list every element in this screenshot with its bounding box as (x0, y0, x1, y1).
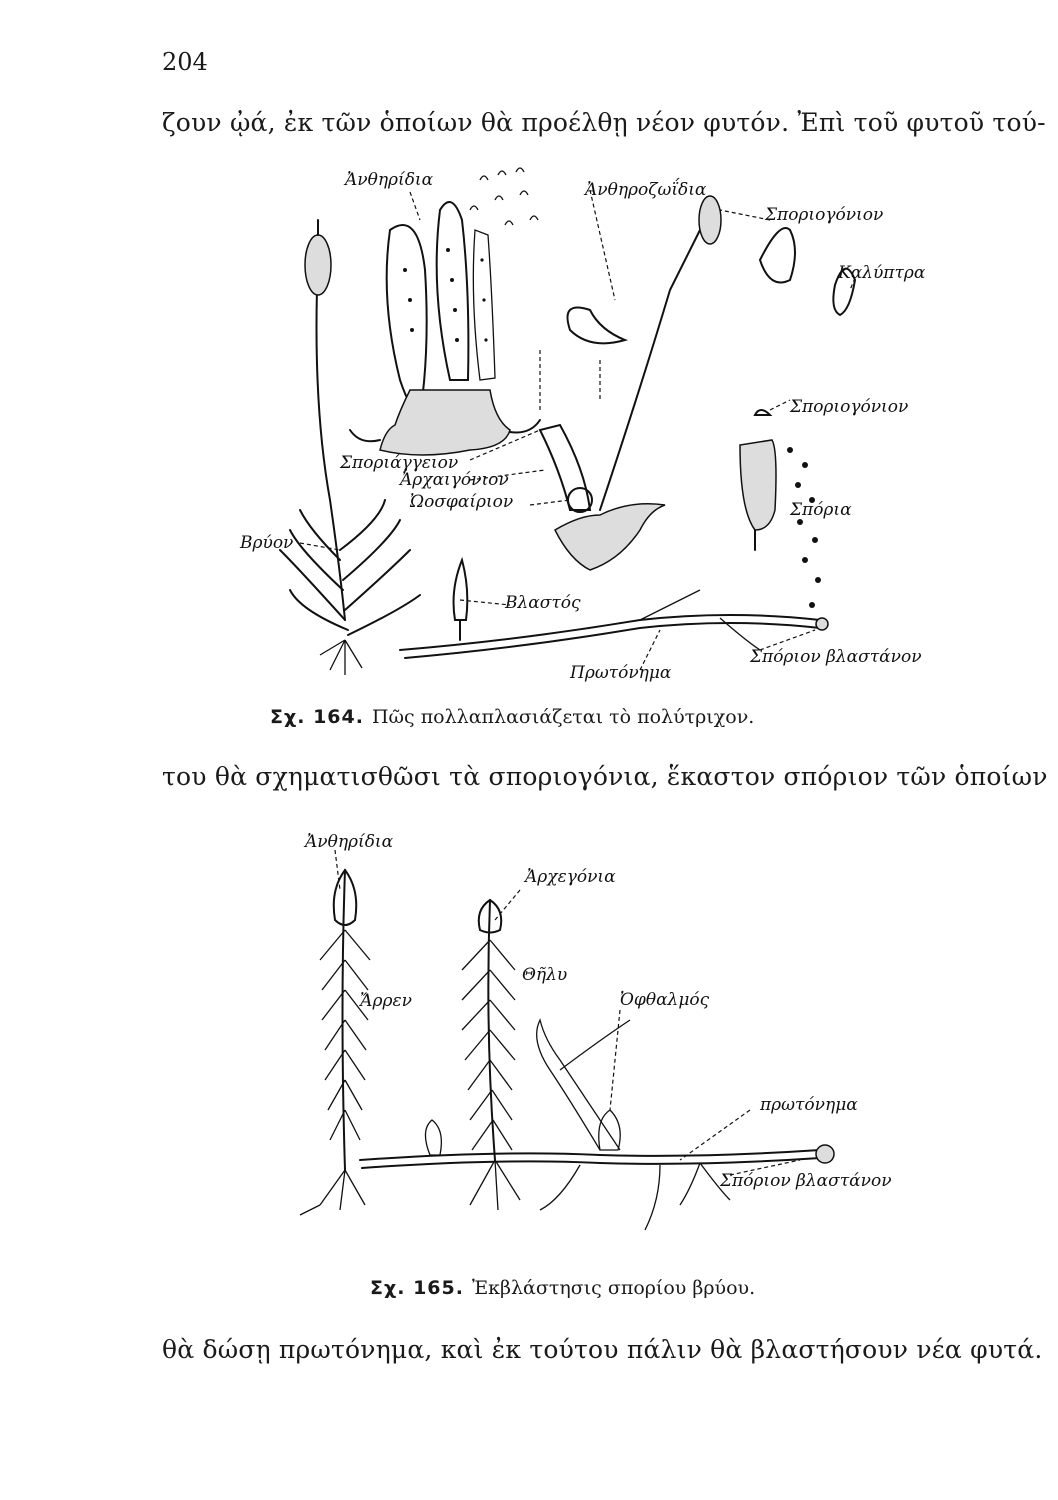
label-archegonia: Ἀρχεγόνια (525, 867, 616, 887)
label-sporangium: Σποριάγγειον (340, 453, 459, 473)
label-leaders-165 (335, 850, 800, 1175)
label-oosphere: Ὠοσφαίριον (410, 492, 514, 512)
antheridia-cluster (350, 202, 540, 455)
label-male: Ἄρρεν (360, 991, 412, 1011)
label-sporogonium-mid: Σποριογόνιον (790, 397, 909, 417)
figure-164-caption-text: Πῶς πολλαπλασιάζεται τὸ πολύτριχον. (371, 706, 755, 728)
label-moss: Βρύον (240, 533, 294, 553)
figure-165-illustration (0, 810, 1058, 1260)
label-antheridia: Ἀνθηρίδια (345, 170, 434, 190)
archegonium (540, 196, 721, 570)
body-text-line-2: του θὰ σχηματισθῶσι τὰ σποριογόνια, ἕκαστον σπόριον τῶν ὁποίων (162, 762, 1048, 791)
moss-seta (317, 260, 346, 620)
label-spore-germinating-165: Σπόριον βλαστάνον (720, 1171, 892, 1191)
figure-165-caption-text: Ἐκβλάστησις σπορίου βρύου. (471, 1277, 756, 1299)
moss-leaves (280, 500, 420, 675)
label-antherozoids: Ἀνθηροζωΐδια (585, 180, 707, 200)
label-spore-germinating: Σπόριον βλαστάνον (750, 647, 922, 667)
capsule-left (305, 235, 331, 295)
body-text-line-1: ζουν ᾠά, ἐκ τῶν ὁποίων θὰ προέλθῃ νέον φυτόν. Ἐπὶ τοῦ φυτοῦ τού- (162, 108, 1046, 137)
label-bud: Ὀφθαλμός (620, 990, 710, 1010)
label-sporogonium-top: Σποριογόνιον (765, 205, 884, 225)
label-archegonium: Ἀρχαιγόνιον (400, 470, 509, 490)
label-protonema-165: πρωτόνημα (760, 1095, 858, 1115)
antherozoids (470, 168, 538, 225)
capsule-right (740, 228, 855, 608)
body-text-line-3: θὰ δώσῃ πρωτόνημα, καὶ ἐκ τούτου πάλιν θὰ βλαστήσουν νέα φυτά. (162, 1335, 1043, 1364)
label-antheridia-165: Ἀνθηρίδια (305, 832, 394, 852)
label-shoot: Βλαστός (505, 593, 581, 613)
male-plant (300, 870, 370, 1215)
label-calyptra: Καλύπτρα (838, 263, 926, 283)
figure-164-caption-number: Σχ. 164. (270, 706, 364, 728)
label-female: Θῆλυ (522, 965, 568, 985)
figure-164-caption (270, 706, 754, 728)
figure-164-illustration (0, 150, 1058, 700)
figure-165-caption-number: Σχ. 165. (370, 1277, 464, 1299)
figure-165-caption (370, 1277, 755, 1299)
protonema-system (360, 1020, 834, 1230)
female-plant (462, 900, 520, 1210)
label-spores: Σπόρια (790, 500, 852, 520)
page-number: 204 (162, 48, 208, 76)
label-protonema: Πρωτόνημα (570, 663, 672, 683)
